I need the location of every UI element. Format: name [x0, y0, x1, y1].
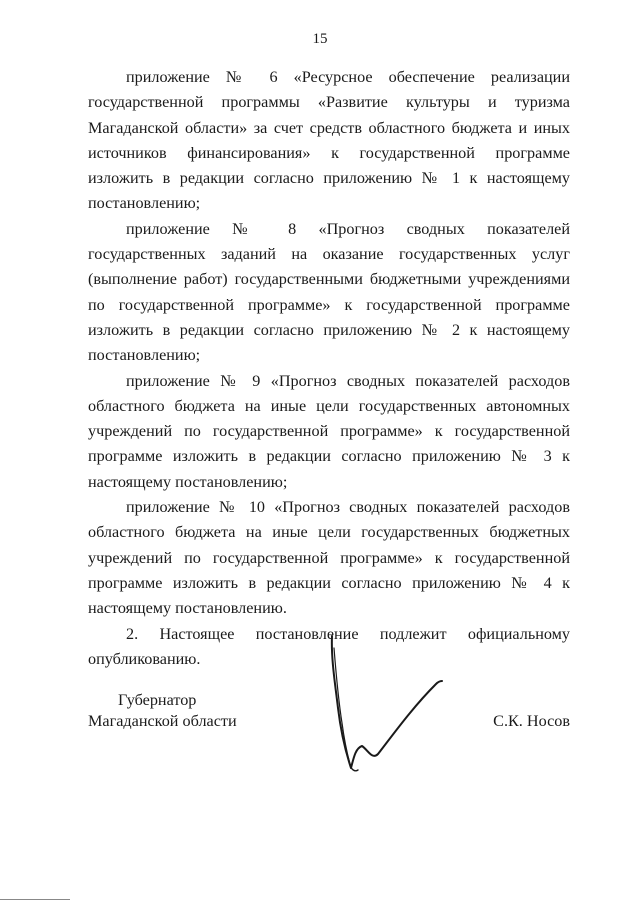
paragraph-appendix-9: приложение № 9 «Прогноз сводных показателей расходов областного бюджета на иные цели государственных автономных учреждений по государственной программе» к государственной программе изложить в редакции согласно приложению № 3 к настоящему постановлению;: [88, 371, 570, 491]
paragraph-publication: 2. Настоящее постановление подлежит официальному опубликованию.: [88, 624, 570, 668]
paragraph-appendix-6: приложение № 6 «Ресурсное обеспечение реализации государственной программы «Развитие культуры и туризма Магаданской области» за счет средств областного бюджета и иных источников финансирования» к государственной программе изложить в редакции согласно приложению № 1 к настоящему постановлению;: [88, 68, 570, 213]
signatory-title-line1: Губернатор: [118, 691, 197, 709]
signatory-name: С.К. Носов: [493, 712, 570, 730]
signatory-title-line2: Магаданской области: [88, 712, 237, 730]
signature-stroke-inner: [334, 648, 350, 764]
signature-stroke: [332, 636, 442, 768]
page-number: 15: [312, 31, 328, 47]
handwritten-signature: [318, 628, 458, 778]
page-corner-line: [0, 899, 70, 900]
paragraph-appendix-10: приложение № 10 «Прогноз сводных показателей расходов областного бюджета на иные цели государственных бюджетных учреждений по государственной программе» к государственной программе изложить в редакции согласно приложению № 4 к настоящему постановлению.: [88, 498, 570, 618]
paragraph-appendix-8: приложение № 8 «Прогноз сводных показателей государственных заданий на оказание государственных услуг (выполнение работ) государственными бюджетными учреждениями по государственной программе» к государственной программе изложить в редакции согласно приложению № 2 к настоящему постановлению;: [88, 219, 570, 365]
signatory-title: [88, 690, 237, 732]
document-body: [88, 65, 570, 672]
